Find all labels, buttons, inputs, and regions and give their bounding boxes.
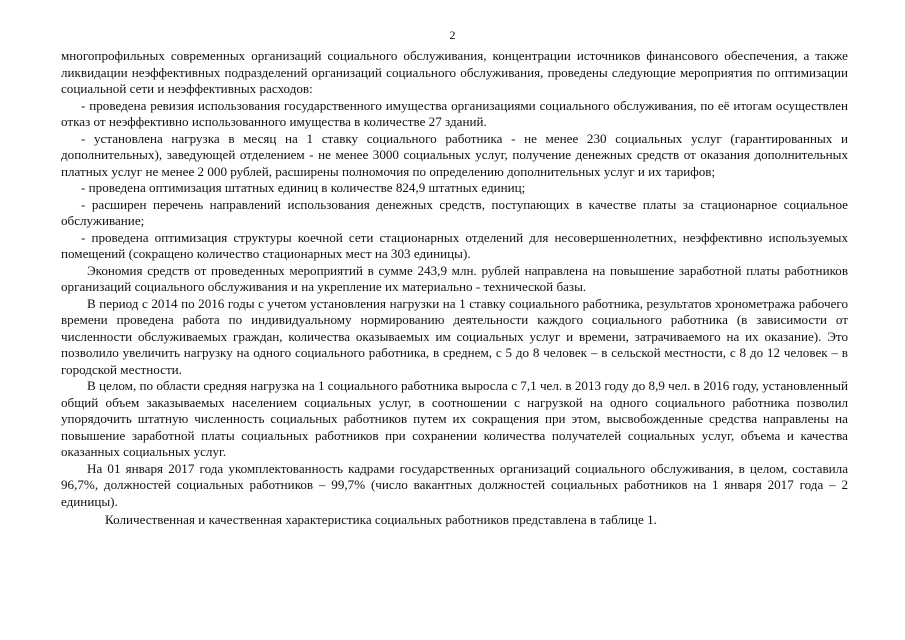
list-item-bed-network: - проведена оптимизация структуры коечной сети стационарных отделений для несовершеннолетних, неэффективно используемых помещений (сокращено количество стационарных мест на 303 единицы). bbox=[61, 229, 848, 261]
list-item-funds-usage: - расширен перечень направлений использования денежных средств, поступающих в качестве платы за стационарное социальное обслуживание; bbox=[61, 196, 848, 228]
staffing-paragraph: На 01 января 2017 года укомплектованность кадрами государственных организаций социального обслуживания, в целом, составила 96,7%, должностей социальных работников – 99,7% (число вакантных должностей социальных работников на 1 января 2017 года – 2 единицы). bbox=[61, 460, 848, 509]
document-body bbox=[61, 48, 848, 529]
list-item-workload: - установлена нагрузка в месяц на 1 ставку социального работника - не менее 230 социальных услуг (гарантированных и дополнительных), заведующей отделением - не менее 3000 социальных услуг, получение денежных средств от оказания дополнительных платных услуг не менее 2 000 рублей, расширены полномочия по определению дополнительных услуг и их тарифов; bbox=[61, 130, 848, 179]
list-item-property-audit: - проведена ревизия использования государственного имущества организациями социального обслуживания, по её итогам осуществлен отказ от неэффективно использованного имущества в количестве 27 зданий. bbox=[61, 97, 848, 129]
average-load-paragraph: В целом, по области средняя нагрузка на 1 социального работника выросла с 7,1 чел. в 2013 году до 8,9 чел. в 2016 году, установленный общий объем заказываемых населением социальных услуг, в соотношении с нагрузкой на одного социального работника позволил упорядочить штатную численность социальных работников путем их сокращения при этом, высвобожденные средства направлены на повышение заработной платы социальных работников при сохранении количества получателей социальных услуг, объема и качества оказанных социальных услуг. bbox=[61, 378, 848, 459]
page-number: 2 bbox=[449, 28, 456, 42]
list-item-staff-optimization: - проведена оптимизация штатных единиц в количестве 824,9 штатных единиц; bbox=[81, 180, 526, 195]
savings-paragraph: Экономия средств от проведенных мероприятий в сумме 243,9 млн. рублей направлена на повышение заработной платы работников организаций социального обслуживания и на укрепление их материально - технической базы. bbox=[61, 262, 848, 294]
period-paragraph: В период с 2014 по 2016 годы с учетом установления нагрузки на 1 ставку социального работника, результатов хронометража рабочего времени проведена работа по индивидуальному нормированию деятельности каждого социального работника (в зависимости от численности обслуживаемых граждан, количества оказываемых им социальных услуг и времени, затрачиваемого на их оказание). Это позволило увеличить нагрузку на одного социального работника, в среднем, с 5 до 8 человек – в сельской местности, с 8 до 12 человек – в городской местности. bbox=[61, 295, 848, 377]
intro-paragraph: многопрофильных современных организаций социального обслуживания, концентрации источников финансового обеспечения, а также ликвидации неэффективных подразделений организаций социального обслуживания, проведены следующие мероприятия по оптимизации социальной сети и неэффективных расходов: bbox=[61, 48, 848, 96]
table-reference-paragraph: Количественная и качественная характеристика социальных работников представлена в таблице 1. bbox=[105, 512, 657, 527]
